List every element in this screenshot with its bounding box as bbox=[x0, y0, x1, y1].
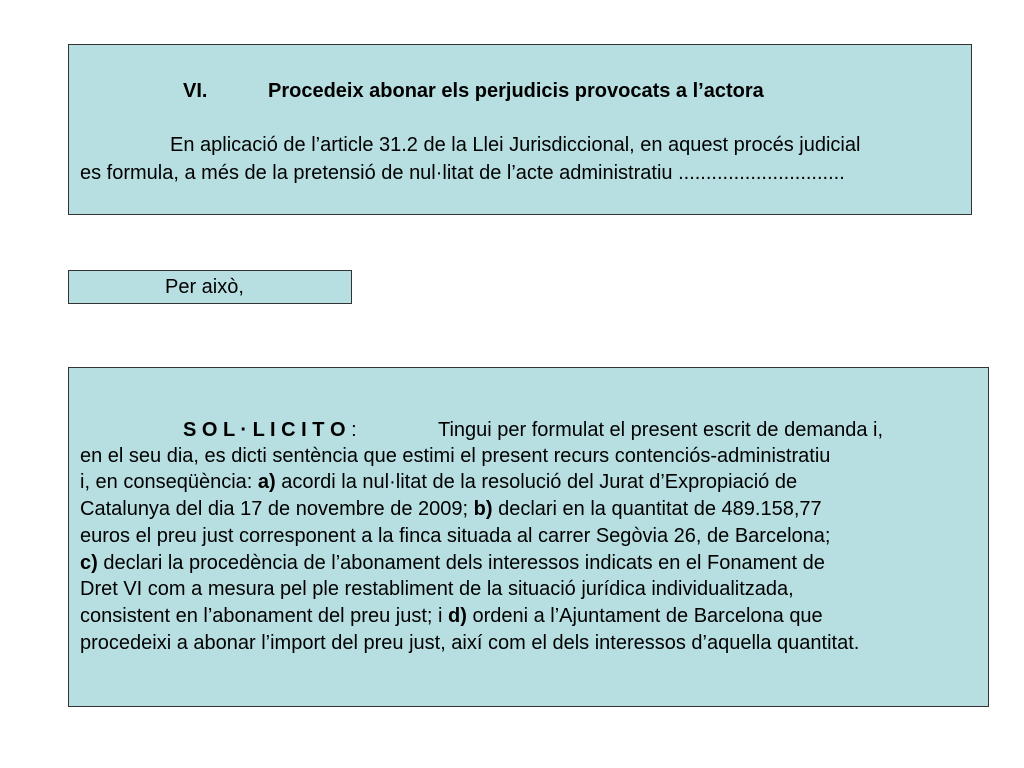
point-b-label: b) bbox=[473, 498, 493, 520]
section-vi-box bbox=[68, 44, 972, 215]
solicito-line-4 bbox=[80, 496, 822, 522]
point-a-label: a) bbox=[257, 471, 276, 493]
solicito-colon: : bbox=[345, 419, 357, 441]
solicito-box bbox=[68, 367, 989, 707]
solicito-line-3 bbox=[80, 469, 797, 495]
solicito-line-5: euros el preu just corresponent a la finca situada al carrer Segòvia 26, de Barcelona; bbox=[80, 525, 831, 547]
per-aixo-box bbox=[68, 270, 352, 304]
solicito-line-8-post: ordeni a l’Ajuntament de Barcelona que bbox=[466, 605, 823, 627]
solicito-line-3-post: acordi la nul·litat de la resolució del Jurat d’Expropiació de bbox=[275, 471, 798, 493]
solicito-line-3-pre: i, en conseqüència: bbox=[80, 471, 258, 493]
point-c-label: c) bbox=[80, 552, 98, 574]
solicito-line-4-post: declari en la quantitat de 489.158,77 bbox=[492, 498, 822, 520]
solicito-line-6-post: declari la procedència de l’abonament dels interessos indicats en el Fonament de bbox=[97, 552, 825, 574]
solicito-line-9: procedeixi a abonar l’import del preu just, així com el dels interessos d’aquella quantitat. bbox=[80, 632, 860, 654]
solicito-line-4-pre: Catalunya del dia 17 de novembre de 2009; bbox=[80, 498, 474, 520]
solicito-line-6 bbox=[80, 550, 825, 576]
solicito-line-1: Tingui per formulat el present escrit de demanda i, bbox=[438, 419, 884, 441]
solicito-heading: S O L · L I C I T O bbox=[183, 419, 346, 441]
section-title: Procedeix abonar els perjudicis provocats a l’actora bbox=[268, 80, 764, 102]
solicito-heading-line bbox=[183, 417, 357, 443]
section-number: VI. bbox=[183, 80, 208, 102]
point-d-label: d) bbox=[448, 605, 467, 627]
solicito-line-8 bbox=[80, 603, 823, 629]
solicito-line-7: Dret VI com a mesura pel ple restabliment de la situació jurídica individualitzada, bbox=[80, 578, 794, 600]
section-paragraph-line-1: En aplicació de l’article 31.2 de la Llei Jurisdiccional, en aquest procés judicial bbox=[170, 134, 861, 156]
per-aixo-text: Per això, bbox=[165, 276, 244, 298]
section-paragraph-line-2: es formula, a més de la pretensió de nul·litat de l’acte administratiu .............................. bbox=[80, 162, 845, 184]
solicito-line-2: en el seu dia, es dicti sentència que estimi el present recurs contenciós-administratiu bbox=[80, 445, 831, 467]
solicito-line-8-pre: consistent en l’abonament del preu just; i bbox=[80, 605, 448, 627]
